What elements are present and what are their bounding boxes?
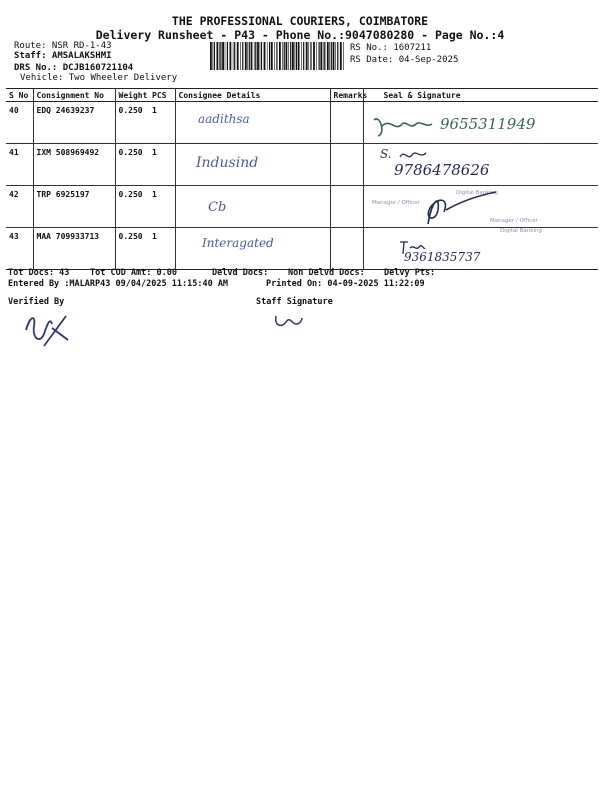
cell-remarks	[330, 102, 363, 144]
cell-consignment: MAA 709933713	[33, 228, 115, 270]
stamp-text: Digital Banking	[500, 228, 542, 234]
cell-remarks	[330, 228, 363, 270]
cell-weight: 0.250	[115, 144, 149, 186]
cell-sno: 40	[6, 102, 33, 144]
tot-docs: Tot Docs: 43	[8, 268, 70, 278]
handwritten-consignee: Interagated	[202, 236, 274, 250]
delvy-pts: Delvy Pts:	[384, 268, 436, 278]
cell-weight: 0.250	[115, 102, 149, 144]
signature-scribble	[410, 190, 500, 230]
delvd-docs: Delvd Docs:	[212, 268, 269, 278]
handwritten-phone: 9361835737	[404, 250, 481, 264]
staff: Staff: AMSALAKSHMI	[14, 51, 112, 61]
runsheet-title: Delivery Runsheet - P43 - Phone No.:9047080280 - Page No.:4	[95, 28, 505, 42]
table-header	[6, 89, 598, 102]
cell-consignment: IXM 508969492	[33, 144, 115, 186]
cell-consignee	[175, 186, 330, 228]
staff-signature-label: Staff Signature	[256, 297, 333, 307]
handwritten-phone: 9786478626	[394, 161, 490, 179]
route: Route: NSR RD-1-43	[14, 41, 112, 51]
stamp-text: Digital Banking	[456, 190, 498, 196]
handwritten-signature-name: S.	[380, 147, 392, 161]
col-remarks: Remarks	[330, 89, 363, 102]
col-sno: S No	[6, 89, 33, 102]
handwritten-phone: 9655311949	[440, 115, 536, 133]
cell-sno: 42	[6, 186, 33, 228]
handwritten-consignee: Indusind	[196, 155, 259, 171]
stamp-text: Manager / Officer	[372, 200, 420, 206]
rs-no: RS No.: 1607211	[350, 43, 432, 53]
company-title: THE PROFESSIONAL COURIERS, COIMBATORE	[171, 14, 429, 28]
col-weight: Weight	[115, 89, 149, 102]
cell-pcs: 1	[149, 186, 175, 228]
table-row	[6, 144, 598, 186]
col-consignment: Consignment No	[33, 89, 115, 102]
cell-weight: 0.250	[115, 228, 149, 270]
barcode	[210, 42, 345, 70]
rs-date: RS Date: 04-Sep-2025	[350, 55, 459, 65]
printed-on: Printed On: 04-09-2025 11:22:09	[266, 279, 425, 289]
entered-by: Entered By :MALARP43 09/04/2025 11:15:40 AM	[8, 279, 229, 289]
col-signature: Seal & Signature	[363, 89, 598, 102]
verified-by-label: Verified By	[8, 297, 65, 307]
cell-remarks	[330, 186, 363, 228]
cell-sno: 43	[6, 228, 33, 270]
cell-remarks	[330, 144, 363, 186]
cell-consignment: EDQ 24639237	[33, 102, 115, 144]
cell-pcs: 1	[149, 228, 175, 270]
cell-pcs: 1	[149, 102, 175, 144]
col-consignee: Consignee Details	[175, 89, 330, 102]
handwritten-consignee: Cb	[208, 200, 227, 215]
cell-pcs: 1	[149, 144, 175, 186]
vehicle: Vehicle: Two Wheeler Delivery	[20, 73, 178, 83]
cell-weight: 0.250	[115, 186, 149, 228]
handwritten-consignee: aadithsa	[198, 112, 250, 126]
cell-consignment: TRP 6925197	[33, 186, 115, 228]
tot-cod: Tot COD Amt: 0.00	[90, 268, 177, 278]
stamp-text: Manager / Officer	[490, 218, 538, 224]
signature-scribble	[370, 112, 440, 140]
col-pcs: PCS	[149, 89, 175, 102]
drs-no: DRS No.: DCJB160721104	[14, 63, 134, 73]
staff-signature	[272, 312, 304, 330]
cell-sno: 41	[6, 144, 33, 186]
non-delvd-docs: Non Delvd Docs:	[288, 268, 365, 278]
verified-signature	[22, 310, 74, 350]
